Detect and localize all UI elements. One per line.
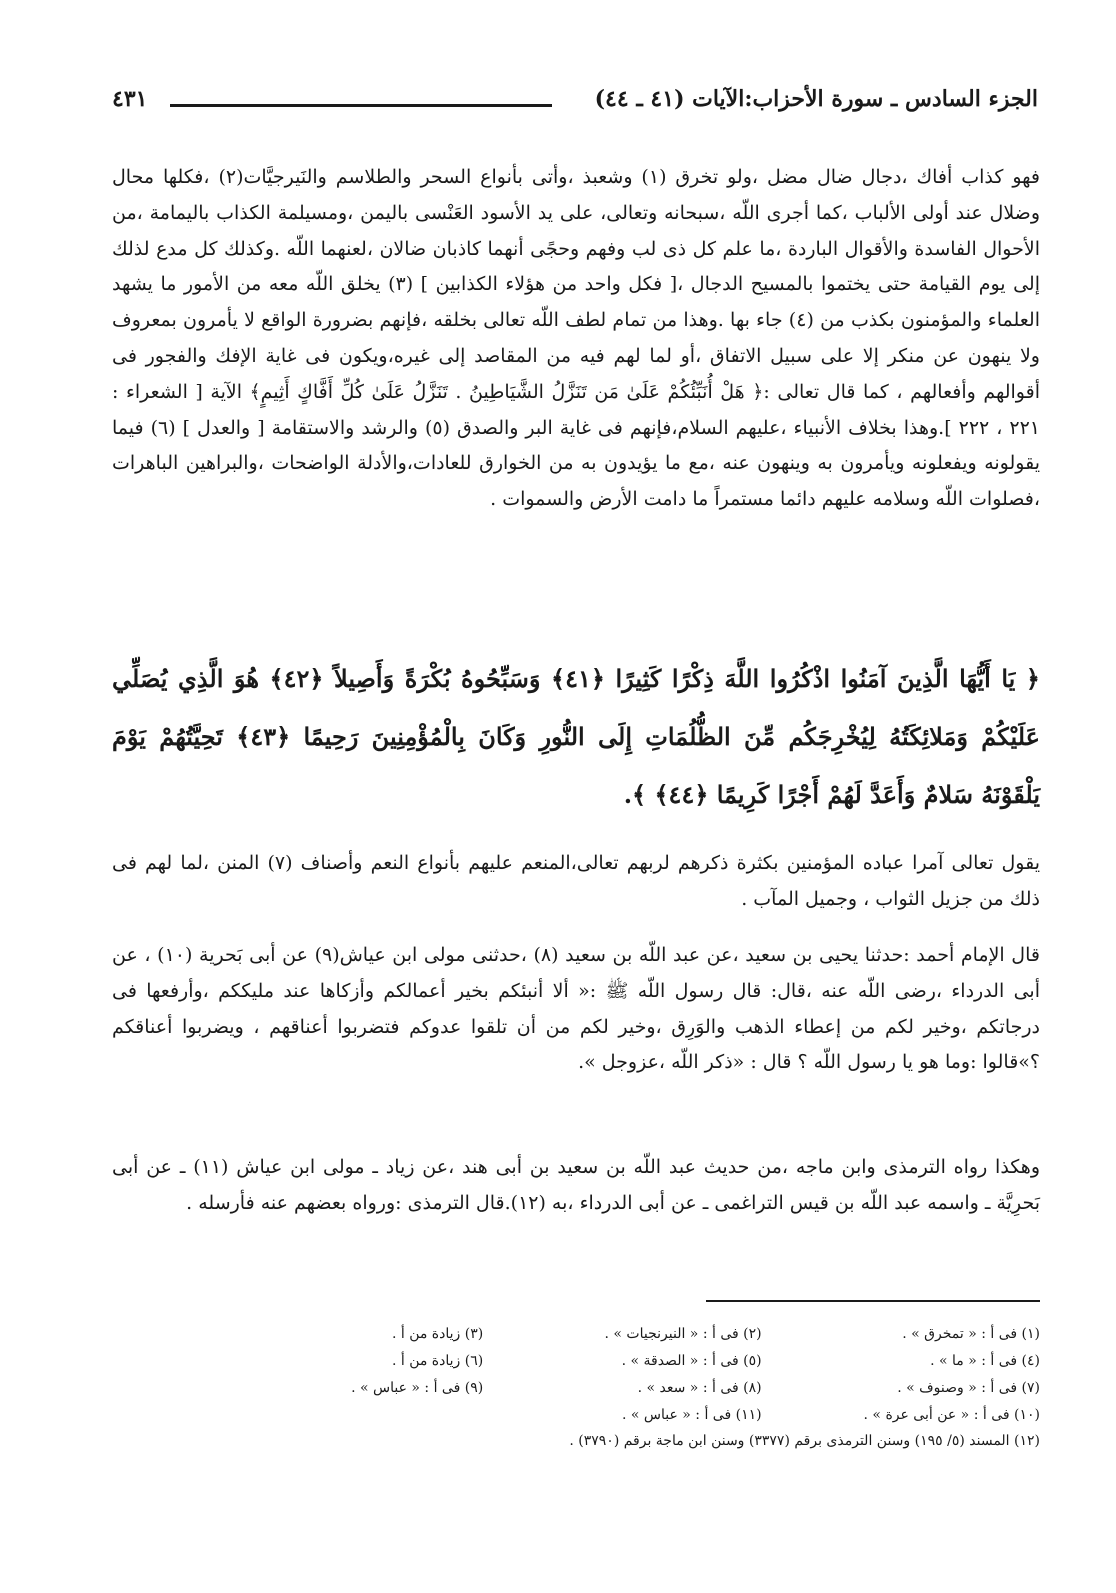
footnote-2: (٢) فى أ : « النيرنجيات » .	[604, 1325, 762, 1342]
footnote-row	[112, 1374, 1040, 1401]
footnote-4: (٤) فى أ : « ما » .	[930, 1352, 1040, 1369]
footnote-12: (١٢) المسند (٥/ ١٩٥) وسنن الترمذى برقم (٣٣٧٧) وسنن ابن ماجة برقم (٣٧٩٠) .	[569, 1433, 1040, 1449]
page-number: ٤٣١	[112, 86, 148, 112]
footnote-1: (١) فى أ : « تمخرق » .	[902, 1325, 1040, 1342]
footnote-6: (٦) زيادة من أ .	[391, 1352, 484, 1369]
footnote-row	[112, 1347, 1040, 1374]
footnote-10: (١٠) فى أ : « عن أبى عرة » .	[863, 1406, 1040, 1423]
paragraph-3: قال الإمام أحمد :حدثنا يحيى بن سعيد ،عن عبد اللّه بن سعيد (٨) ،حدثنى مولى ابن عياش(٩) عن أبى بَحرية (١٠) ، عن أبى الدرداء ،رضى اللّه عنه ،قال: قال رسول اللّه ﷺ :« ألا أنبئكم بخير أعمالكم وأزكاها عند مليككم ،وأرفعها فى درجاتكم ،وخير لكم من إعطاء الذهب والوَرِق ،وخير لكم من أن تلقوا عدوكم فتضربوا أعناقهم ، ويضربوا أعناقكم ؟»قالوا :وما هو يا رسول اللّه ؟ قال : «ذكر اللّه ،عزوجل ».	[112, 944, 1040, 1074]
footnotes	[112, 1320, 1040, 1455]
page-header	[112, 82, 1038, 122]
header-rule	[170, 104, 552, 107]
footnote-row	[112, 1401, 1040, 1428]
paragraph-1: فهو كذاب أفاك ،دجال ضال مضل ،ولو تخرق (١) وشعبذ ،وأتى بأنواع السحر والطلاسم والنَيرجيَّات(٢) ،فكلها محال وضلال عند أولى الألباب ،كما أجرى اللّه ،سبحانه وتعالى، على يد الأسود العَنْسى باليمن ،ومسيلمة الكذاب باليمامة ،من الأحوال الفاسدة والأقوال الباردة ،ما علم كل ذى لب وفهم وحجًى أنهما كاذبان ضالان ،لعنهما اللّه .وكذلك كل مدع لذلك إلى يوم القيامة حتى يختموا بالمسيح الدجال ،[ فكل واحد من هؤلاء الكذابين ] (٣) يخلق اللّه معه من الأمور ما يشهد العلماء والمؤمنون بكذب من (٤) جاء بها .وهذا من تمام لطف اللّه تعالى بخلقه ،فإنهم بضرورة الواقع لا يأمرون بمعروف ولا ينهون عن منكر إلا على سبيل الاتفاق ،أو لما لهم فيه من المقاصد إلى غيره،ويكون فى غاية الإفك والفجور فى أقوالهم وأفعالهم ، كما قال تعالى :﴿ هَلْ أُنَبِّئُكُمْ عَلَىٰ مَن تَنَزَّلُ الشَّيَاطِينُ . تَنَزَّلُ عَلَىٰ كُلِّ أَفَّاكٍ أَثِيمٍ﴾ الآية [ الشعراء : ٢٢١ ، ٢٢٢ ].وهذا بخلاف الأنبياء ،عليهم السلام،فإنهم فى غاية البر والصدق (٥) والرشد والاستقامة [ والعدل ] (٦) فيما يقولونه ويفعلونه ويأمرون به وينهون عنه ،مع ما يؤيدون به من الخوارق للعادات،والأدلة الواضحات ،والبراهين الباهرات ،فصلوات اللّه وسلامه عليهم دائما مستمراً ما دامت الأرض والسموات .	[112, 166, 1040, 511]
running-head: الجزء السادس ـ سورة الأحزاب:الآيات (٤١ ـ ٤٤)	[594, 86, 1038, 112]
footnote-5: (٥) فى أ : « الصدقة » .	[621, 1352, 762, 1369]
footnote-rule	[706, 1300, 1040, 1302]
paragraph-4: وهكذا رواه الترمذى وابن ماجه ،من حديث عبد اللّه بن سعيد بن أبى هند ،عن زياد ـ مولى ابن عياش (١١) ـ عن أبى بَحرِيَّة ـ واسمه عبد اللّه بن قيس التراغمى ـ عن أبى الدرداء ،به (١٢).قال الترمذى :ورواه بعضهم عنه فأرسله .	[112, 1156, 1040, 1214]
footnote-9: (٩) فى أ : « عباس » .	[351, 1379, 484, 1396]
quran-verse: ﴿ يَا أَيُّهَا الَّذِينَ آمَنُوا اذْكُرُوا اللَّهَ ذِكْرًا كَثِيرًا ﴿٤١﴾ وَسَبِّحُوهُ بُكْرَةً وَأَصِيلاً ﴿٤٢﴾ هُوَ الَّذِي يُصَلِّي عَلَيْكُمْ وَمَلائِكَتُهُ لِيُخْرِجَكُم مِّنَ الظُّلُمَاتِ إِلَى النُّورِ وَكَانَ بِالْمُؤْمِنِينَ رَحِيمًا ﴿٤٣﴾ تَحِيَّتُهُمْ يَوْمَ يَلْقَوْنَهُ سَلامٌ وَأَعَدَّ لَهُمْ أَجْرًا كَرِيمًا ﴿٤٤﴾ ﴾.	[112, 664, 1040, 809]
paragraph-2: يقول تعالى آمرا عباده المؤمنين بكثرة ذكرهم لربهم تعالى،المنعم عليهم بأنواع النعم وأصناف (٧) المنن ،لما لهم فى ذلك من جزيل الثواب ، وجميل المآب .	[112, 852, 1040, 910]
footnote-7: (٧) فى أ : « وصنوف » .	[897, 1379, 1040, 1396]
footnote-11: (١١) فى أ : « عباس » .	[621, 1406, 762, 1423]
footnote-3: (٣) زيادة من أ .	[391, 1325, 484, 1342]
footnote-8: (٨) فى أ : « سعد » .	[637, 1379, 762, 1396]
footnote-row	[112, 1320, 1040, 1347]
